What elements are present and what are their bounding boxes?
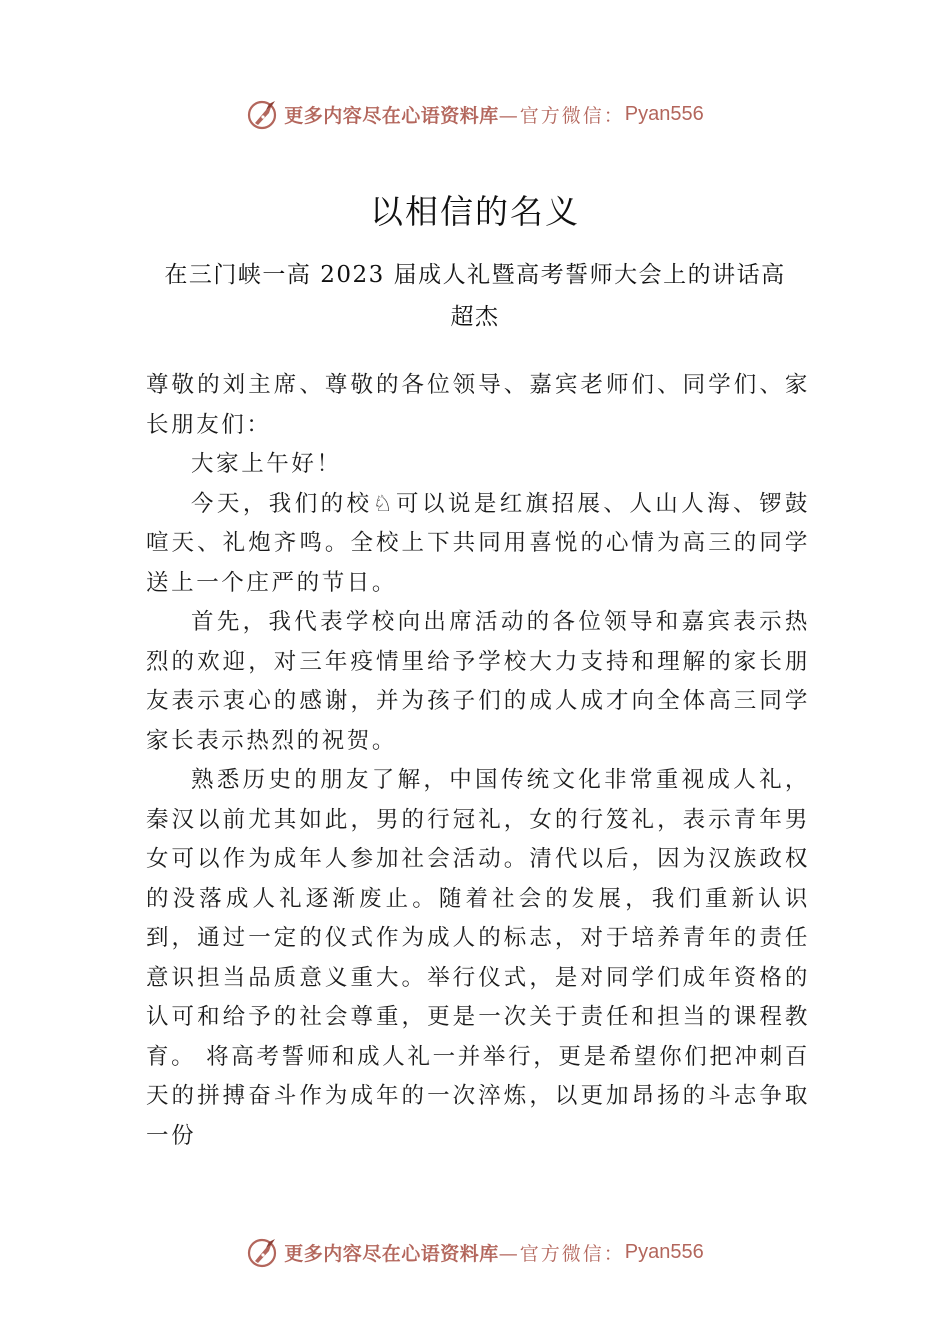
paragraph-salutation: 尊敬的刘主席、尊敬的各位领导、嘉宾老师们、同学们、家长朋友们： (146, 372, 810, 438)
watermark-banner-top (0, 94, 950, 134)
document-body (146, 366, 810, 1156)
paragraph-greeting: 大家上午好！ (191, 451, 342, 477)
watermark-banner-bottom (0, 1232, 950, 1272)
pen-nib-logo-icon (246, 97, 280, 131)
watermark-wechat-id: Pyan556 (624, 102, 704, 125)
watermark-brand: 更多内容尽在心语资料库 (284, 104, 499, 127)
document-subtitle: 在三门峡一高 2023 届成人礼暨高考誓师大会上的讲话高超杰 (164, 262, 786, 330)
pen-nib-logo-icon (246, 1235, 280, 1269)
watermark-wechat-id: Pyan556 (624, 1240, 704, 1263)
watermark-suffix: —官方微信： (498, 1242, 625, 1265)
paragraph-history: 熟悉历史的朋友了解，中国传统文化非常重视成人礼，秦汉以前尤其如此，男的行冠礼，女的行笈礼，表示青年男女可以作为成年人参加社会活动。清代以后，因为汉族政权的没落成人礼逐渐废止。随着社会的发展，我们重新认识到，通过一定的仪式作为成人的标志，对于培养青年的责任意识担当品质意义重大。举行仪式，是对同学们成年资格的认可和给予的社会尊重，更是一次关于责任和担当的课程教育。 将高考誓师和成人礼一并举行，更是希望你们把冲刺百天的拼搏奋斗作为成年的一次淬炼，以更加昂扬的斗志争取一份 (146, 767, 810, 1149)
watermark-suffix: —官方微信： (498, 104, 625, 127)
document-title: 以相信的名义 (370, 192, 580, 231)
paragraph-opening: 今天，我们的校♘可以说是红旗招展、人山人海、锣鼓喧天、礼炮齐鸣。全校上下共同用喜悦的心情为高三的同学送上一个庄严的节日。 (146, 490, 810, 596)
watermark-brand: 更多内容尽在心语资料库 (284, 1242, 499, 1265)
paragraph-welcome: 首先，我代表学校向出席活动的各位领导和嘉宾表示热烈的欢迎，对三年疫情里给予学校大力支持和理解的家长朋友表示衷心的感谢，并为孩子们的成人成才向全体高三同学家长表示热烈的祝贺。 (146, 609, 810, 754)
